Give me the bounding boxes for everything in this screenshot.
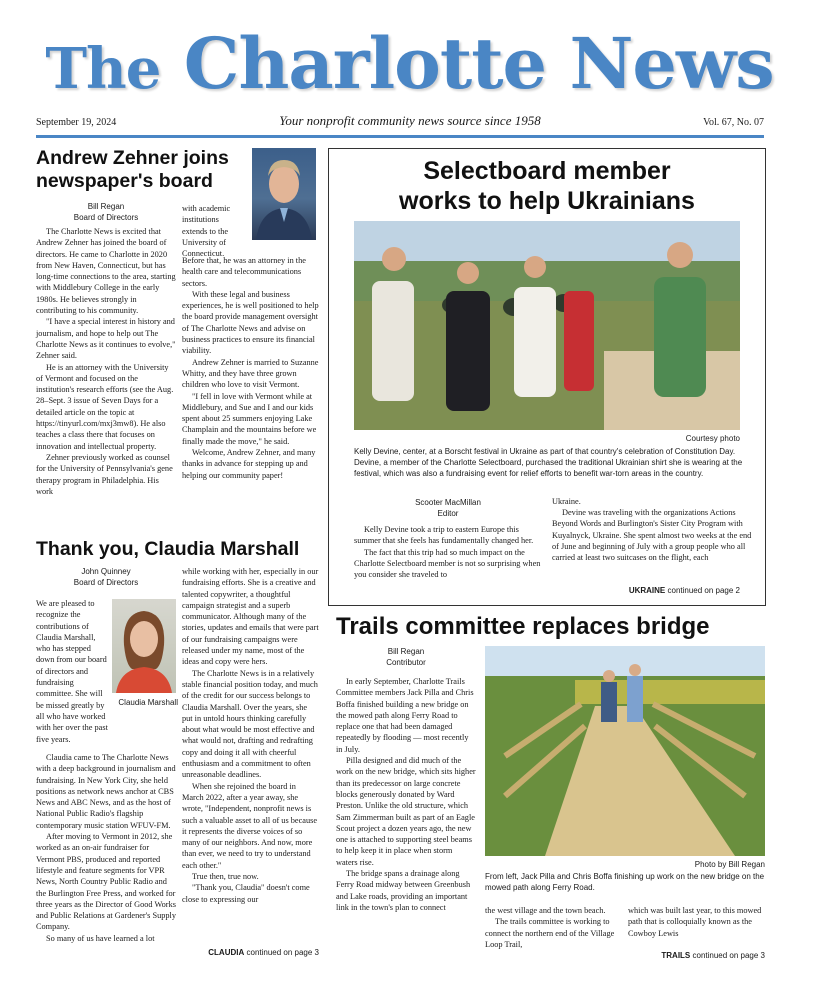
zehner-paragraph: Before that, he was an attorney in the health care and telecommunications sectors. bbox=[182, 256, 306, 288]
trails-paragraph: the west village and the town beach. bbox=[485, 906, 606, 915]
masthead-title: Charlotte News bbox=[183, 22, 774, 105]
ukraine-paragraph: Devine was traveling with the organizations Actions Beyond Words and Burlington's Sister City Program with Kuyalnyck, Ukraine. She spent almost two weeks at the end of June and beginning of July with a group people who all carried at least two suitcases on the flight, each bbox=[552, 508, 752, 563]
trails-photo bbox=[485, 646, 765, 856]
marshall-paragraph: When she rejoined the board in March 2022, after a year away, she wrote, "Independent, nonprofit news is such a valuable asset to all of us because it represents the diverse voices of so many of our neighbors. And now, more than ever, we need to try to understand each other." bbox=[182, 781, 318, 870]
ukraine-continued-text: continued on page 2 bbox=[665, 586, 740, 595]
marshall-paragraph: while working with her, especially in our fundraising efforts. She is a creative and talented copywriter, a thoughtful campaign strategist and a superb communicator. Although many of the stories, updates and emails that were part of our fundraising campaigns were released under my name, most of the ideas and copy were hers. bbox=[182, 567, 319, 667]
zehner-paragraph: He is an attorney with the University of Vermont and focused on the institution's research efforts (see the Aug. 28–Sept. 3 issue of Seven Days for a detailed article on the topic at https://tinyurl.com/mxj3mw8). He also teaches a class there that focuses on innovation and intellectual property. bbox=[36, 362, 174, 451]
marshall-paragraph: The Charlotte News is in a relatively stable financial position today, and much of the credit for our success belongs to Claudia Marshall. Over the years, she put in untold hours thinking carefully about what would be most effective and what would not, drafting and redrafting copy and doing it all with cheerful enthusiasm and a commitment to often unreasonable deadlines. bbox=[182, 668, 318, 780]
issue-volume: Vol. 67, No. 07 bbox=[703, 117, 764, 128]
ukraine-headline bbox=[340, 156, 754, 216]
marshall-paragraph: Claudia came to The Charlotte News with a deep background in journalism and fundraising. In New York City, she held positions as network news anchor at CBS News and ABC News, and as the host of National Public Radio's flagship contemporary music station WFUV-FM. bbox=[36, 753, 176, 830]
ukraine-continued-keyword: UKRAINE bbox=[628, 586, 666, 595]
trails-col-1 bbox=[336, 676, 476, 966]
ukraine-caption: Kelly Devine, center, at a Borscht festival in Ukraine as part of that country's celebration of Constitution Day. Devine, a member of the Charlotte Selectboard, purchased the traditional Ukrainian shirt she is wearing at the festival, which was also a fundraising event for relief efforts to benefit war-torn areas in the country. bbox=[354, 447, 743, 478]
trails-role: Contributor bbox=[386, 658, 426, 667]
trails-paragraph: which was built last year, to this mowed path that is colloquially known as the Cowboy Lewis bbox=[628, 906, 762, 938]
masthead-the: The bbox=[45, 36, 161, 102]
marshall-continued[interactable] bbox=[182, 948, 319, 957]
marshall-paragraph: "Thank you, Claudia" doesn't come close to expressing our bbox=[182, 883, 310, 904]
trails-paragraph: The trails committee is working to connect the northern end of the Village Loop Trail, bbox=[485, 917, 615, 949]
marshall-paragraph: So many of us have learned a lot bbox=[46, 933, 155, 943]
zehner-paragraph: With these legal and business experiences, he is well positioned to help the board provide management oversight of The Charlotte News and advise on business practices to ensure its financial viability. bbox=[182, 289, 319, 356]
marshall-col-2 bbox=[182, 566, 319, 942]
ukraine-photo-credit: Courtesy photo bbox=[685, 434, 740, 443]
zehner-photo bbox=[252, 148, 316, 240]
zehner-col-1 bbox=[36, 226, 176, 526]
ukraine-paragraph: Kelly Devine took a trip to eastern Europe this summer that she feels has fundamentally changed her. bbox=[354, 525, 534, 546]
marshall-col-1-top: We are pleased to recognize the contributions of Claudia Marshall, who has stepped down from our board of directors and fundraising committee. She will be missed greatly by all who have worked with her over the past five years. bbox=[36, 599, 108, 744]
ukraine-col-2 bbox=[552, 507, 752, 579]
tagline: Your nonprofit community news source since 1958 bbox=[279, 113, 541, 128]
ukraine-continued[interactable] bbox=[552, 586, 740, 595]
trails-paragraph: In early September, Charlotte Trails Committee members Jack Pilla and Chris Boffa finished building a new bridge on the mowed path along Ferry Road to replace one that had been damaged repeatedly by flooding — most recently in July. bbox=[336, 677, 474, 754]
marshall-headline: Thank you, Claudia Marshall bbox=[36, 538, 300, 560]
trails-photo-credit: Photo by Bill Regan bbox=[694, 860, 765, 869]
zehner-headline: Andrew Zehner joins newspaper's board bbox=[36, 147, 229, 192]
ukraine-paragraph: The fact that this trip had so much impact on the Charlotte Selectboard member is not so surprising when you consider she traveled to bbox=[354, 547, 541, 580]
ukraine-headline-line-2: works to help Ukrainians bbox=[399, 187, 695, 215]
marshall-photo bbox=[112, 599, 176, 693]
trails-paragraph: Pilla designed and did much of the work on the new bridge, which sits higher than its predecessor on large concrete blocks generously donated by Ward Preston. Unlike the old structure, which Sam Zimmerman built as part of an Eagle Scout project a dozen years ago, the new one is attached to supporting steel beams to help keep it in place when storm waters rise. bbox=[336, 756, 476, 867]
trails-continued-text: continued on page 3 bbox=[690, 951, 765, 960]
trails-continued[interactable] bbox=[628, 951, 765, 960]
marshall-col-1 bbox=[36, 752, 176, 988]
zehner-col-2-top: with academic institutions extends to the University of Connecticut. bbox=[182, 204, 231, 259]
trails-paragraph: The bridge spans a drainage along Ferry Road midway between Greenbush and Lake roads, providing an important link in the town's plan to connect bbox=[336, 869, 471, 912]
zehner-author: Bill Regan bbox=[87, 202, 125, 211]
trails-author: Bill Regan bbox=[387, 647, 425, 656]
zehner-paragraph: Zehner previously worked as counsel for the University of Pennsylvania's gene therapy program in Philadelphia. His work bbox=[36, 452, 173, 496]
zehner-role: Board of Directors bbox=[73, 213, 139, 222]
marshall-photo-caption: Claudia Marshall bbox=[118, 698, 178, 707]
ukraine-photo bbox=[354, 221, 740, 430]
trails-caption: From left, Jack Pilla and Chris Boffa finishing up work on the new bridge on the mowed path along Ferry Road. bbox=[485, 872, 765, 892]
marshall-role: Board of Directors bbox=[73, 578, 139, 587]
trails-col-2 bbox=[485, 905, 617, 963]
ukraine-col-1 bbox=[354, 524, 542, 590]
ukraine-headline-line-1: Selectboard member bbox=[423, 157, 671, 185]
zehner-paragraph: Andrew Zehner is married to Suzanne Whitty, and they have three grown children who love to visit Vermont. bbox=[182, 357, 319, 390]
zehner-paragraph: "I fell in love with Vermont while at Middlebury, and Sue and I and our kids spent about 25 summers enjoying Lake Champlain and the mountains before we finally made the move," he said. bbox=[182, 391, 317, 446]
ukraine-author: Scooter MacMillan bbox=[415, 498, 481, 507]
zehner-paragraph: Welcome, Andrew Zehner, and many thanks in advance for stepping up and helping our community paper! bbox=[182, 448, 316, 480]
masthead bbox=[0, 18, 819, 115]
trails-continued-keyword: TRAILS bbox=[661, 951, 691, 960]
marshall-paragraph: True then, true now. bbox=[192, 872, 259, 882]
marshall-continued-text: continued on page 3 bbox=[244, 948, 319, 957]
marshall-paragraph: After moving to Vermont in 2012, she worked as an on-air fundraiser for Vermont PBS, produced and reported lifestyle and feature segments for VPR News, North Country Public Radio and the Burlington Free Press, and worked for three years as the Director of Good Works and Public Relations at Gardener's Supply Company. bbox=[36, 832, 176, 932]
trails-col-3 bbox=[628, 905, 765, 945]
marshall-continued-keyword: CLAUDIA bbox=[208, 948, 245, 957]
zehner-paragraph: The Charlotte News is excited that Andrew Zehner has joined the board of directors. He came to Charlotte in 2020 from New Haven, Connecticut, but has long-time connections to the area, starting with Middlebury College in the early 1980s. He believes strongly in contributing to his community. bbox=[36, 227, 176, 316]
zehner-paragraph: "I have a special interest in history and journalism, and hope to help out The Charlotte News as it continues to evolve," Zehner said. bbox=[36, 317, 176, 361]
issue-date: September 19, 2024 bbox=[36, 117, 117, 128]
trails-headline: Trails committee replaces bridge bbox=[336, 613, 710, 640]
zehner-col-2 bbox=[182, 255, 319, 527]
ukraine-role: Editor bbox=[437, 509, 459, 518]
ukraine-col-2-top: Ukraine. bbox=[552, 497, 581, 506]
marshall-author: John Quinney bbox=[81, 567, 131, 576]
masthead-rule bbox=[36, 135, 764, 138]
